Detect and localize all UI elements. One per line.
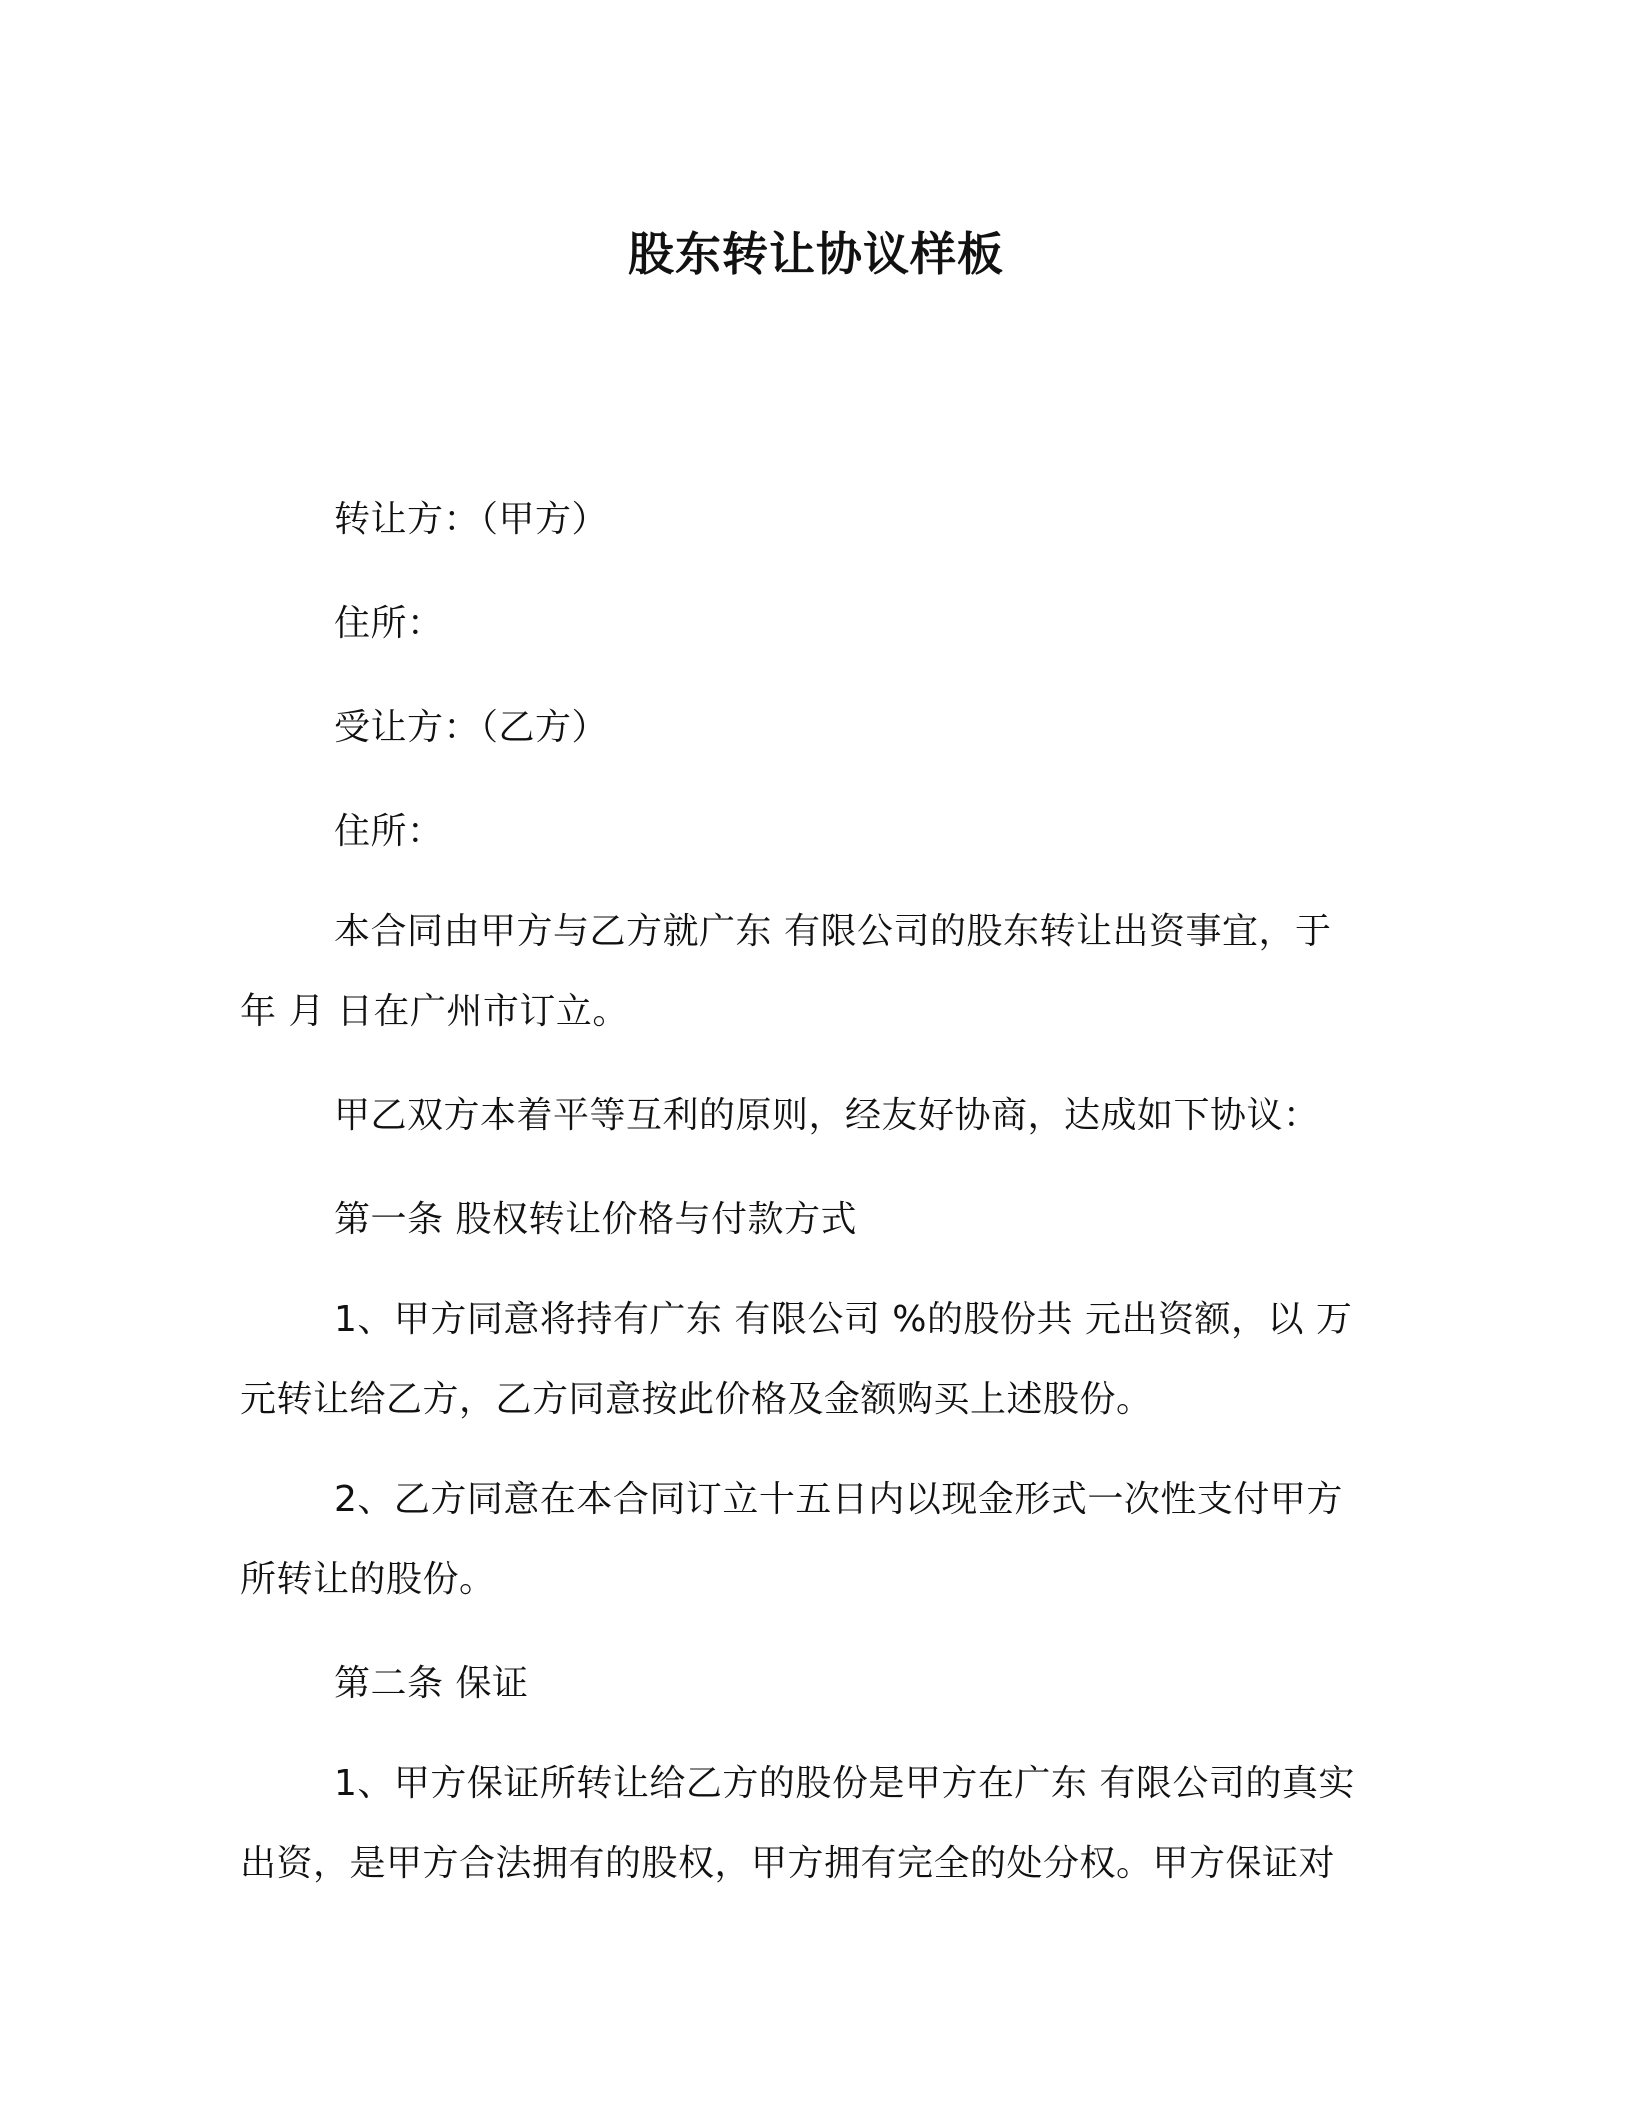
article-2-clause-1-line-2: 出资，是甲方合法拥有的股权，甲方拥有完全的处分权。甲方保证对	[240, 1843, 1336, 1884]
article-1-clause-2-line-2: 所转让的股份。	[240, 1559, 496, 1600]
article-1-clause-2-line-1: 2、乙方同意在本合同订立十五日内以现金形式一次性支付甲方	[334, 1479, 1343, 1520]
paragraph-intro-line-1: 本合同由甲方与乙方就广东 有限公司的股东转让出资事宜，于	[334, 911, 1332, 952]
article-2-clause-1-line-1: 1、甲方保证所转让给乙方的股份是甲方在广东 有限公司的真实	[334, 1763, 1355, 1804]
paragraph-agreement: 甲乙双方本着平等互利的原则，经友好协商，达成如下协议：	[334, 1095, 1320, 1136]
transferor-line: 转让方：（甲方）	[334, 499, 609, 540]
transferor-address-line: 住所：	[334, 603, 444, 644]
transferee-address-line: 住所：	[334, 811, 444, 852]
article-1-heading: 第一条 股权转让价格与付款方式	[334, 1199, 857, 1240]
document-title: 股东转让协议样板	[628, 227, 1004, 281]
article-2-heading: 第二条 保证	[334, 1663, 529, 1704]
paragraph-intro-line-2: 年 月 日在广州市订立。	[240, 991, 629, 1032]
article-1-clause-1-line-2: 元转让给乙方，乙方同意按此价格及金额购买上述股份。	[240, 1379, 1153, 1420]
transferee-line: 受让方：（乙方）	[334, 707, 609, 748]
article-1-clause-1-line-1: 1、甲方同意将持有广东 有限公司 %的股份共 元出资额，以 万	[334, 1299, 1353, 1340]
